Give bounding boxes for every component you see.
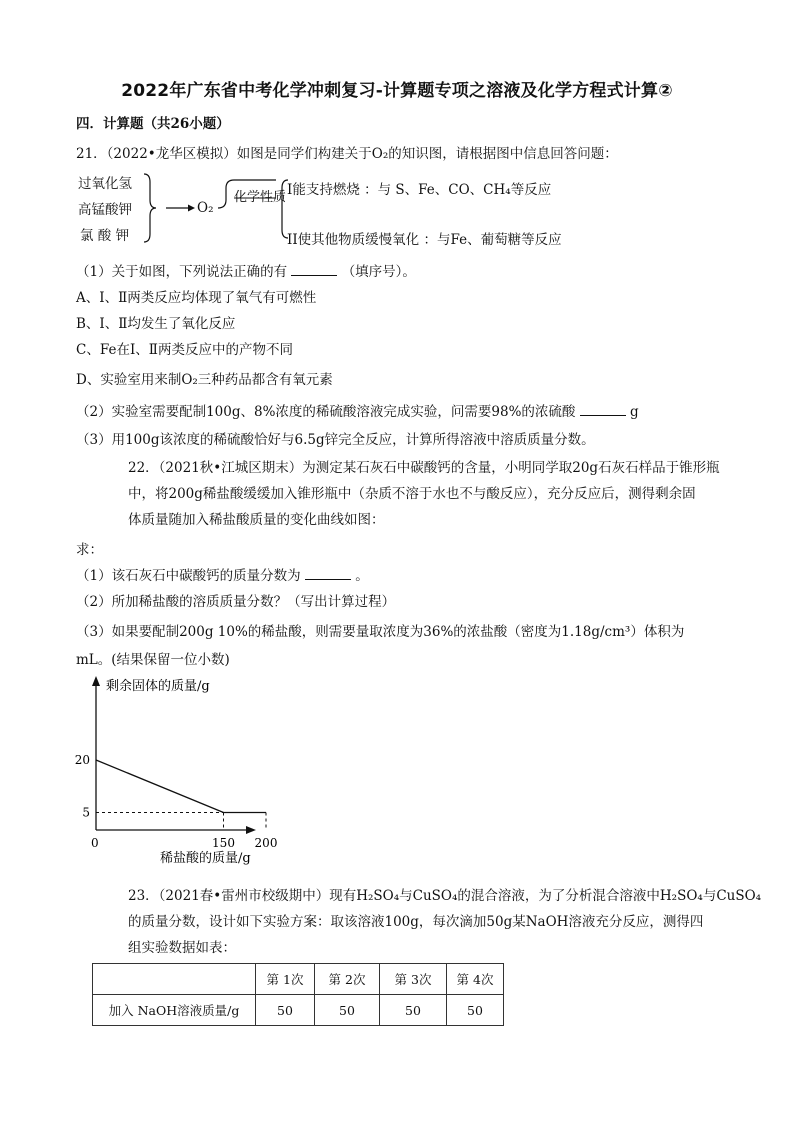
origin-label: 0 (91, 836, 99, 850)
table-header-cell: 第 2次 (315, 964, 380, 995)
x-axis-arrow (246, 826, 256, 834)
section-heading: 四．计算题（共26小题） (76, 116, 230, 132)
table-header-cell: 第 1次 (256, 964, 315, 995)
table-cell: 50 (380, 995, 447, 1026)
diagram-branch-2: II使其他物质缓慢氧化 ：与Fe、葡萄糖等反应 (287, 232, 562, 248)
q22-part1-tail: 。 (355, 568, 369, 584)
reactant-3: 氯 酸 钾 (80, 228, 130, 244)
reactant-2: 高锰酸钾 (78, 202, 132, 218)
diagram-connectors (140, 170, 290, 250)
table-cell: 50 (447, 995, 504, 1026)
q22-stem-1: 22．（2021秋•江城区期末）为测定某石灰石中碳酸钙的含量，小明同学取20g石灰石样品于锥形瓶 (128, 460, 720, 476)
q21-option-d: D、实验室用来制O₂三种药品都含有氧元素 (76, 372, 333, 388)
x-tick-label: 200 (254, 836, 278, 850)
q21-stem: 21．（2022•龙华区模拟）如图是同学们构建关于O₂的知识图，请根据图中信息回答问题： (76, 146, 618, 162)
answer-blank (580, 403, 626, 416)
diagram-branch-1: I能支持燃烧 ：与 S、Fe、CO、CH₄等反应 (287, 182, 552, 198)
y-tick-label: 20 (74, 753, 90, 767)
q23-stem-3: 组实验数据如表： (128, 940, 236, 956)
table-cell: 50 (256, 995, 315, 1026)
q21-part2-text: （2）实验室需要配制100g、8%浓度的稀硫酸溶液完成实验，问需要98%的浓硫酸 (76, 404, 576, 420)
table-header-row (93, 964, 504, 995)
q22-part3-a: （3）如果要配制200g 10%的稀盐酸，则需要量取浓度为36%的浓盐酸（密度为1.18g/cm³）体积为 (76, 624, 685, 640)
q22-part1-text: （1）该石灰石中碳酸钙的质量分数为 (76, 568, 301, 584)
q22-ask: 求： (76, 542, 103, 558)
series-segment (96, 760, 224, 813)
q21-part3: （3）用100g该浓度的稀硫酸恰好与6.5g锌完全反应，计算所得溶液中溶质质量分数。 (76, 432, 595, 448)
table-cell: 50 (315, 995, 380, 1026)
page-title: 2022年广东省中考化学冲刺复习-计算题专项之溶液及化学方程式计算② (121, 81, 673, 101)
y-axis-arrow (92, 676, 100, 686)
q22-part1 (76, 564, 369, 584)
table-header-cell (93, 964, 256, 995)
q22-stem-2: 中，将200g稀盐酸缓缓加入锥形瓶中（杂质不溶于水也不与酸反应），充分反应后，测得剩余固 (128, 486, 696, 502)
y-tick-label: 5 (82, 805, 90, 820)
x-axis-label: 稀盐酸的质量/g (160, 851, 251, 866)
answer-blank (305, 567, 351, 580)
q21-option-c: C、Fe在Ⅰ、Ⅱ两类反应中的产物不同 (76, 342, 293, 358)
mass-chart (70, 672, 280, 872)
y-axis-label: 剩余固体的质量/g (106, 679, 210, 694)
table-row (93, 995, 504, 1026)
table-cell: 加入 NaOH溶液质量/g (93, 995, 256, 1026)
q21-part2-unit: g (630, 404, 639, 420)
answer-blank (291, 263, 337, 276)
x-tick-label: 150 (212, 836, 235, 850)
q22-stem-3: 体质量随加入稀盐酸质量的变化曲线如图： (128, 512, 385, 528)
q23-stem-1: 23．（2021春•雷州市校级期中）现有H₂SO₄与CuSO₄的混合溶液，为了分析混合溶液中H₂SO₄与CuSO₄ (128, 888, 762, 904)
q21-option-b: B、Ⅰ、Ⅱ均发生了氧化反应 (76, 316, 236, 332)
q23-stem-2: 的质量分数，设计如下实验方案：取该溶液100g，每次滴加50g某NaOH溶液充分反应，测得四 (128, 914, 704, 930)
table-header-cell: 第 4次 (447, 964, 504, 995)
reactant-1: 过氧化氢 (78, 176, 132, 192)
q21-part1-tail: （填序号）。 (341, 264, 416, 280)
diagram-property: 化学性质 (234, 190, 287, 205)
q21-part1 (76, 260, 416, 280)
q21-part2 (76, 400, 639, 420)
q22-part3-b: mL。(结果保留一位小数) (76, 652, 230, 668)
q21-part1-text: （1）关于如图，下列说法正确的有 (76, 264, 288, 280)
table-header-cell: 第 3次 (380, 964, 447, 995)
q23-data-table (92, 963, 504, 1026)
q21-option-a: A、Ⅰ、Ⅱ两类反应均体现了氧气有可燃性 (76, 290, 317, 306)
diagram-center-o2: O₂ (197, 200, 214, 216)
q22-part2: （2）所加稀盐酸的溶质质量分数？（写出计算过程） (76, 594, 396, 610)
